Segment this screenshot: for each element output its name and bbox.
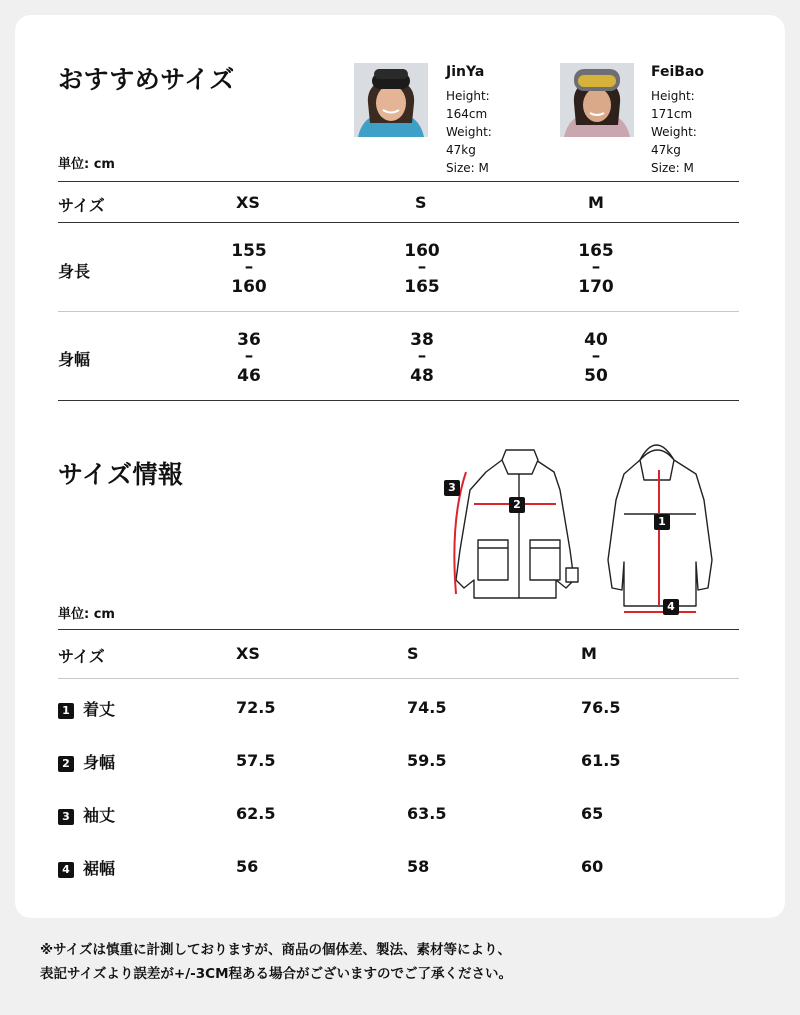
value-xs-length: 72.5	[236, 698, 276, 717]
header-size: サイズ	[58, 196, 105, 215]
range-s-width: 38 – 48	[410, 330, 434, 386]
model-name: JinYa	[446, 64, 485, 80]
recommend-title: おすすめサイズ	[58, 65, 235, 94]
value-m-hem: 60	[581, 857, 604, 876]
value-m-sleeve: 65	[581, 804, 604, 823]
marker-badge: 3	[58, 809, 74, 825]
range-xs-height: 155 – 160	[231, 241, 267, 297]
table-top-rule	[58, 629, 739, 630]
value-s-width: 59.5	[407, 751, 447, 770]
marker-length: 1	[654, 514, 670, 530]
sizeinfo-title: サイズ情報	[58, 460, 184, 489]
header-s: S	[407, 644, 419, 663]
marker-badge: 2	[58, 756, 74, 772]
value-xs-sleeve: 62.5	[236, 804, 276, 823]
header-xs: XS	[236, 644, 260, 663]
row-divider	[58, 311, 739, 312]
value-s-hem: 58	[407, 857, 430, 876]
row-label-hem: 4 裾幅	[58, 856, 115, 879]
footnote-line: 表記サイズより誤差が+/-3CM程ある場合がございますのでご了承ください。	[40, 966, 512, 982]
value-xs-hem: 56	[236, 857, 259, 876]
value-xs-width: 57.5	[236, 751, 276, 770]
value-s-length: 74.5	[407, 698, 447, 717]
unit-label: 単位: cm	[58, 607, 115, 622]
model-stats	[446, 87, 492, 177]
range-xs-width: 36 – 46	[237, 330, 261, 386]
model-height: Height: 171cm	[651, 89, 695, 121]
unit-label: 単位: cm	[58, 157, 115, 172]
model-name: FeiBao	[651, 64, 705, 80]
jacket-diagram	[440, 430, 740, 620]
header-m: M	[581, 644, 597, 663]
model-photo-feibao	[560, 63, 634, 137]
model-height: Height: 164cm	[446, 89, 490, 121]
row-label-height: 身長	[58, 262, 91, 281]
range-m-height: 165 – 170	[578, 241, 614, 297]
row-label-length: 1 着丈	[58, 697, 115, 720]
header-size: サイズ	[58, 647, 105, 666]
range-s-height: 160 – 165	[404, 241, 440, 297]
row-label-width: 2 身幅	[58, 750, 115, 773]
value-m-width: 61.5	[581, 751, 621, 770]
header-xs: XS	[236, 193, 260, 212]
model-weight: Weight: 47kg	[651, 125, 697, 157]
table-bottom-rule	[58, 400, 739, 401]
marker-badge: 1	[58, 703, 74, 719]
header-m: M	[588, 193, 604, 212]
model-weight: Weight: 47kg	[446, 125, 492, 157]
range-m-width: 40 – 50	[584, 330, 608, 386]
footnote-line: ※サイズは慎重に計測しておりますが、商品の個体差、製法、素材等により、	[40, 942, 512, 958]
marker-hem: 4	[663, 599, 679, 615]
value-m-length: 76.5	[581, 698, 621, 717]
header-s: S	[415, 193, 427, 212]
row-label-width: 身幅	[58, 350, 91, 369]
model-stats	[651, 87, 697, 177]
table-top-rule	[58, 181, 739, 182]
value-s-sleeve: 63.5	[407, 804, 447, 823]
footnote	[40, 938, 512, 986]
marker-badge: 4	[58, 862, 74, 878]
model-size: Size: M	[651, 161, 694, 175]
model-photo-jinya	[354, 63, 428, 137]
marker-sleeve: 3	[444, 480, 460, 496]
table-header-rule	[58, 678, 739, 679]
table-header-rule	[58, 222, 739, 223]
model-size: Size: M	[446, 161, 489, 175]
marker-chest: 2	[509, 497, 525, 513]
row-label-sleeve: 3 袖丈	[58, 803, 115, 826]
